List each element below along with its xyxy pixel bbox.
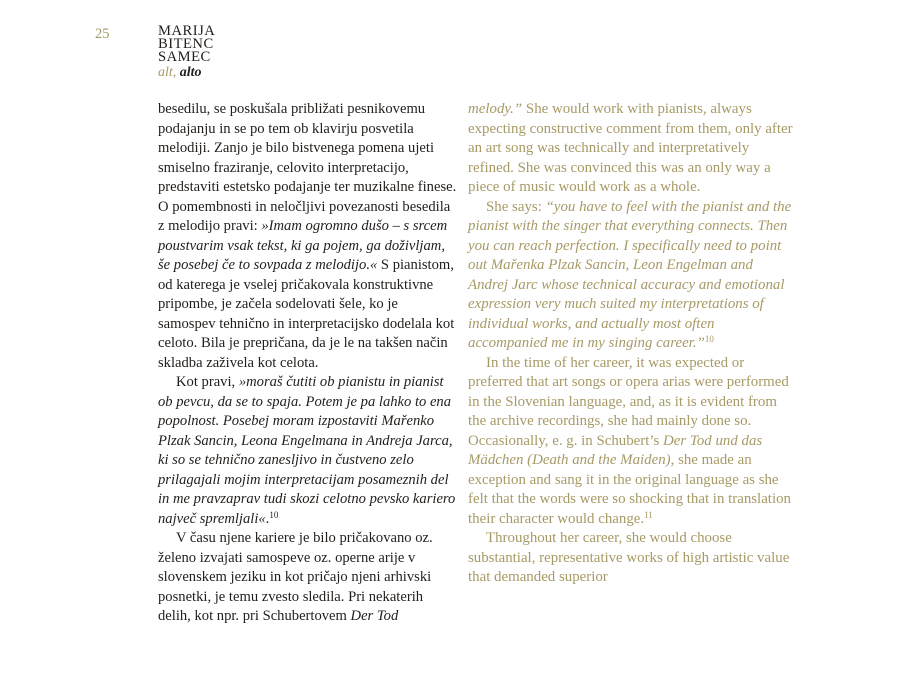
text-run: V času njene kariere je bilo pričakovano oz. želeno izvajati samospeve oz. operne arije v slovenskem jeziku in kot pričajo njeni arhivski posnetki, je temu zvesto sledila. Pri nekaterih delih, kot npr. pri Schubertovem (158, 530, 433, 624)
text-run: . (265, 510, 270, 527)
paragraph (468, 100, 794, 198)
paragraph (158, 529, 457, 627)
paragraph (158, 373, 457, 529)
title-line: BITENC (158, 36, 214, 52)
page-number: 25 (95, 26, 110, 42)
article-header (158, 25, 215, 79)
text-run: Throughout her career, she would choose substantial, representative works of high artistic value that demanded superior (468, 530, 790, 585)
text-run: S pianistom, od katerega je vselej pričakovala konstruktivne pripombe, je začela sodelovati šele, ko je samospev tehnično in interpretacijsko dodelala kot celoto. Bila je prepričana, da je le na takšen način skladba zaživela kot celota. (158, 257, 455, 371)
text-run: besedilu, se poskušala približati pesnikovemu podajanju in se po tem ob klavirju posvetila melodiji. Zanjo je bilo bistvenega pomena ujeti smiselno fraziranje, celovito interpretacijo, predstaviti estetsko podajanje ter muzikalne finese. O pomembnosti in neločljivi povezanosti besedila z melodijo pravi: (158, 101, 457, 234)
text-run: She says: (486, 198, 546, 215)
footnote-reference: 11 (644, 509, 653, 520)
text-run: In the time of her career, it was expected or preferred that art songs or opera arias were performed in the Slovenian language, and, as it is evident from the archive recordings, she had mainly done so. Occasionally, e. g. in Schubert’s (468, 354, 789, 449)
title-line: MARIJA (158, 23, 216, 39)
voice-type-slovenian: alt, (158, 65, 177, 80)
paragraph (468, 198, 794, 354)
text-run: Kot pravi, (176, 374, 239, 390)
paragraph (158, 100, 457, 373)
paragraph (468, 529, 794, 588)
text-run: “you have to feel with the pianist and the pianist with the singer that everything connects. Then you can reach perfection. I specifically need to point out Mařenka Plzak Sancin, Leon Engelman and Andrej Jarc whose technical accuracy and emotional expression very much suited my interpretations of individual works, and actually most often accompanied me in my singing career.” (468, 198, 792, 351)
text-run: melody.” (468, 101, 523, 117)
footnote-reference: 10 (269, 509, 279, 520)
left-column-slovenian-text (158, 100, 457, 627)
text-run: »Imam ogromno dušo – s srcem poustvarim vsak tekst, ki ga pojem, ga doživljam, še posebej če to sovpada z melodijo.« (158, 218, 448, 273)
footnote-reference: 10 (704, 334, 714, 344)
title-line: SAMEC (158, 49, 211, 65)
artist-name-title (158, 25, 215, 64)
voice-type-english: alto (176, 65, 202, 80)
text-run: she made an exception and sang it in the original language as she felt that the words were so shocking that in translation their character would change. (468, 452, 791, 527)
text-run: »moraš čutiti ob pianistu in pianist ob pevcu, da se to spaja. Potem je pa lahko to ena popolnost. Posebej moram izpostaviti Mařenko Plzak Sancin, Leona Engelmana in Andreja Jarca, ki so se tehnično zanesljivo in čustveno zelo prilagajali mojim interpretacijam posameznih del in me pravzaprav tudi skozi celotno pevsko kariero največ spremljali« (158, 374, 456, 527)
voice-type-subtitle (158, 66, 215, 79)
right-column-english-text (468, 100, 794, 588)
text-run: Der Tod (350, 608, 399, 624)
paragraph (468, 354, 794, 530)
text-run: Der Tod und das Mädchen (Death and the Maiden), (468, 432, 763, 468)
text-run: She would work with pianists, always expecting constructive comment from them, only after an art song was technically and interpretatively refined. She was convinced this was an only way a piece of music would work as a whole. (468, 101, 793, 195)
